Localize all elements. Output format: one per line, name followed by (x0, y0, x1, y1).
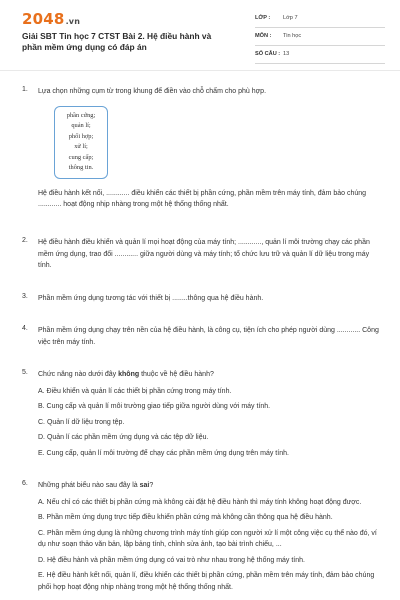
answer-option-e[interactable]: E. Hệ điều hành kết nối, quản lí, điều khiển các thiết bị phần cứng, phần mềm trên máy tính, đảm bảo chúng phối hợp hoạt động nhịp nhàng trong một hệ thống thống nhất. (38, 572, 375, 591)
question-text (38, 86, 383, 211)
question-number: 4. (22, 325, 28, 332)
word-bank-box (54, 106, 108, 179)
word-bank-item: cung cấp; (68, 153, 94, 161)
question-number: 3. (22, 293, 28, 300)
prompt-emphasis: sai (139, 482, 150, 489)
prompt-part: thuộc về hệ điều hành? (139, 371, 214, 378)
header-divider (0, 70, 400, 71)
prompt-part: Những phát biểu nào sau đây là (38, 482, 140, 489)
answer-option-d[interactable]: D. Quản lí các phần mềm ứng dụng và các tệp dữ liệu. (38, 434, 209, 441)
answer-option-b[interactable]: B. Phần mềm ứng dụng trực tiếp điều khiển phần cứng mà không cần thông qua hệ điều hành. (38, 514, 333, 521)
meta-row-grade (255, 13, 385, 28)
question-text (38, 369, 383, 459)
question-text: Hệ điều hành điều khiển và quản lí mọi hoạt động của máy tính; ............, quản lí môi trường chạy các phần mềm ứng dụng, trao đổi ............ giữa người dùng và máy tính; tổ chức lưu trữ và quản lí dữ liệu trong máy tính. (38, 239, 370, 269)
question-number: 6. (22, 480, 28, 487)
answer-option-a[interactable]: A. Điều khiển và quản lí các thiết bị phần cứng trong máy tính. (38, 387, 232, 395)
question-number: 2. (22, 237, 28, 244)
question-number: 5. (22, 369, 28, 376)
answer-option-d[interactable]: D. Hệ điều hành và phần mềm ứng dụng có vai trò như nhau trong hệ thống máy tính. (38, 556, 305, 564)
answer-option-c[interactable]: C. Phần mềm ứng dụng là những chương trình máy tính giúp con người xử lí một công việc cụ thể nào đó, ví dụ như soạn thảo văn bản, lập bảng tính, chỉnh sửa ảnh, tạo bài trình chiếu, ... (38, 529, 377, 548)
word-bank-item: xử lí; (74, 143, 88, 150)
site-logo[interactable] (22, 10, 80, 28)
meta-row-count (255, 49, 385, 64)
meta-key: MÔN : (255, 33, 272, 39)
question-prompt (38, 369, 383, 381)
meta-value: Lớp 7 (283, 15, 298, 21)
logo-domain: .vn (65, 17, 81, 26)
word-bank-item: thông tin. (68, 164, 94, 171)
answer-option-a[interactable]: A. Nếu chỉ có các thiết bị phần cứng mà không cài đặt hệ điều hành thì máy tính không hoạt động được. (38, 498, 362, 506)
prompt-part: Chức năng nào dưới đây (38, 371, 119, 378)
answer-option-c[interactable]: C. Quản lí dữ liệu trong tệp. (38, 418, 125, 426)
word-bank-item: phối hợp; (68, 132, 94, 140)
document-title: Giải SBT Tin học 7 CTST Bài 2. Hệ điều hành và phần mềm ứng dụng có đáp án (22, 31, 212, 52)
word-bank-item: quản lí; (71, 122, 91, 129)
word-bank-item: phần cứng; (66, 111, 96, 119)
question-prompt (38, 480, 383, 492)
meta-value: 13 (283, 51, 290, 57)
meta-row-subject (255, 31, 385, 46)
question-number: 1. (22, 86, 28, 93)
logo-text: 2048 (22, 10, 65, 28)
meta-value: Tin học (283, 33, 302, 39)
answer-option-e[interactable]: E. Cung cấp, quản lí môi trường để chạy các phần mềm ứng dụng trên máy tính. (38, 449, 289, 457)
question-text (38, 480, 383, 593)
meta-key: LỚP : (255, 15, 271, 21)
page-header (0, 0, 400, 66)
question-text: Phần mềm ứng dụng chạy trên nền của hệ điều hành, là công cụ, tiện ích cho phép người dùng ............ Công việc trên máy tính. (38, 327, 379, 346)
meta-key: SỐ CÂU : (255, 51, 281, 57)
prompt-part: ? (149, 482, 154, 489)
question-prompt: Lựa chọn những cụm từ trong khung để điền vào chỗ chấm cho phù hợp. (38, 88, 267, 95)
fill-in-sentence: Hệ điều hành kết nối, ............ điều khiển các thiết bị phần cứng, phần mềm trên máy tính, đảm bảo chúng ............ hoạt động nhịp nhàng trong một hệ thống thống nhất. (38, 189, 367, 208)
prompt-emphasis: không (118, 371, 140, 378)
answer-option-b[interactable]: B. Cung cấp và quản lí môi trường giao tiếp giữa người dùng với máy tính. (38, 403, 271, 410)
meta-info (255, 13, 385, 67)
question-text: Phần mềm ứng dụng tương tác với thiết bị ........thông qua hệ điều hành. (38, 295, 264, 302)
